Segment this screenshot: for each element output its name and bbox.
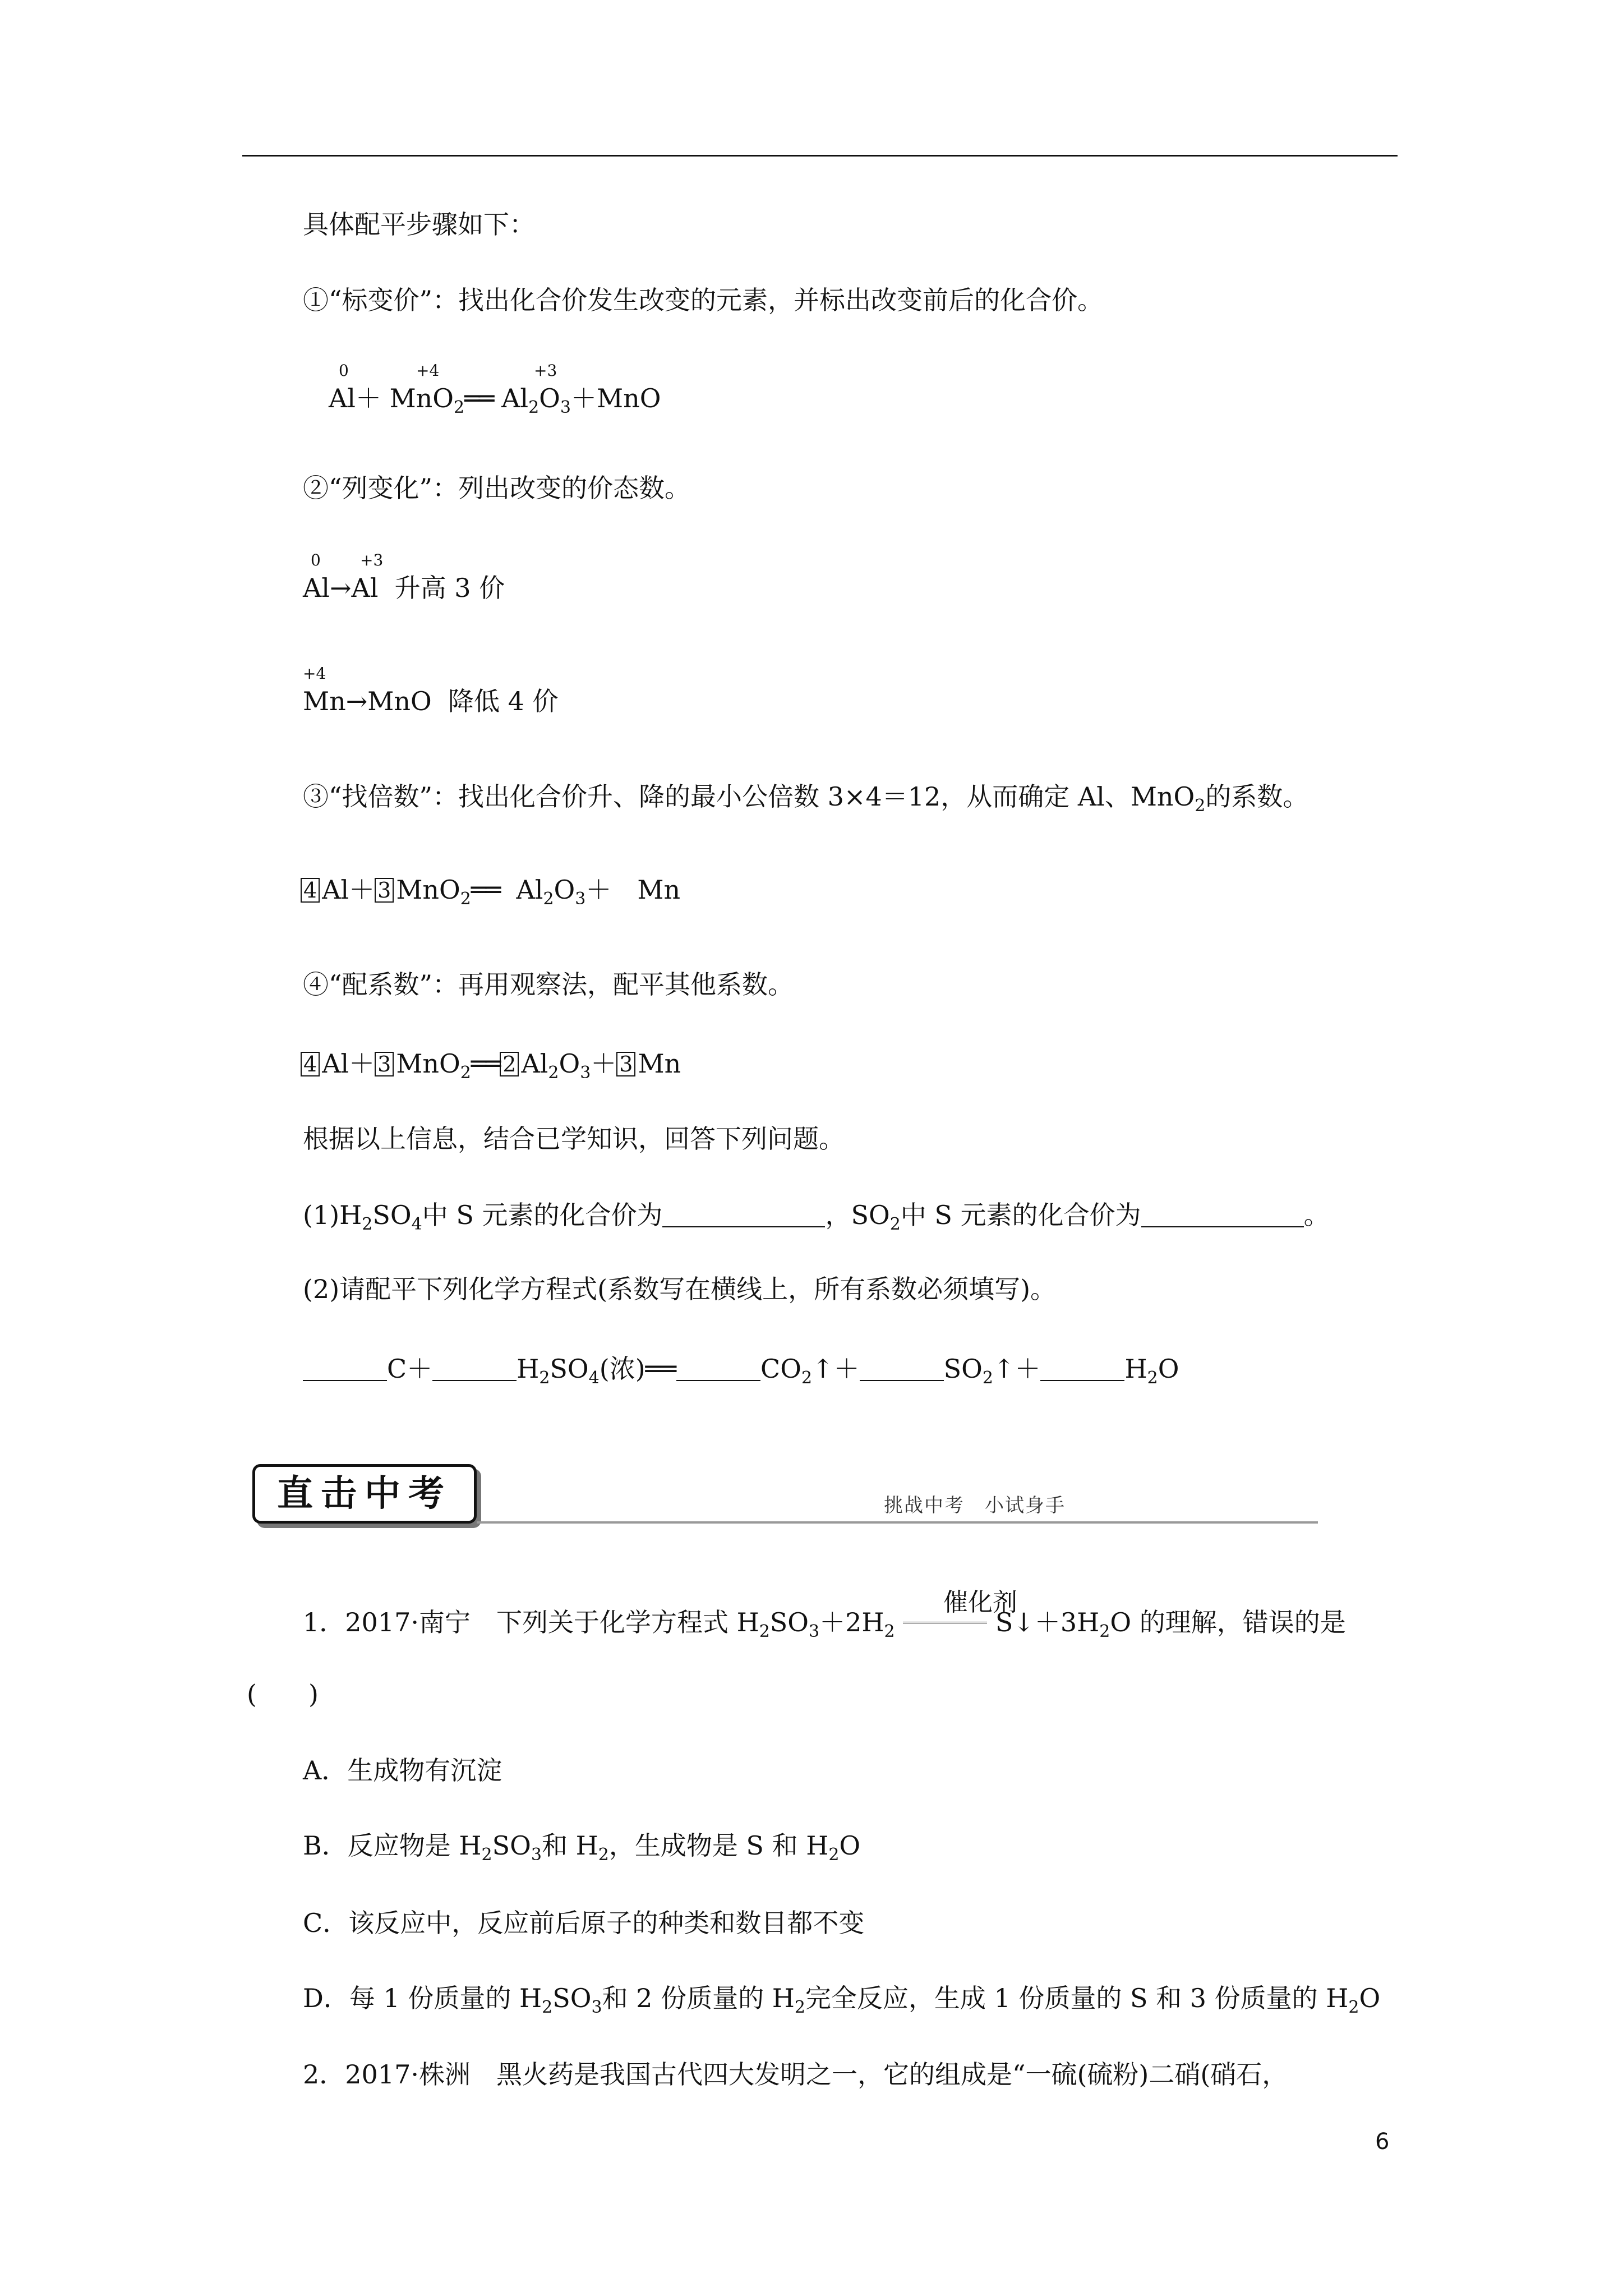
step4-text: ④“配系数”：再用观察法，配平其他系数。 <box>303 969 794 1000</box>
coef-blank-c[interactable] <box>303 1355 387 1381</box>
option-b: B．反应物是 $H_2SO_3$和 $H_2$，生成物是 S 和 $H_2O$ <box>303 1830 861 1865</box>
ox-mn-left: +4 <box>303 664 326 683</box>
catalyst-condition: 催化剂 <box>943 1588 1017 1617</box>
equation-step4: 4 Al＋ 3 MnO$_2$══ 2 $Al_2O_3+ 3$ Mn <box>301 1047 681 1090</box>
step2-text: ②“列变化”：列出改变的价态数。 <box>303 473 691 503</box>
step1-text: ①“标变价”：找出化合价发生改变的元素，并标出改变前后的化合价。 <box>303 285 1104 315</box>
coef-blank-h2so4[interactable] <box>432 1355 517 1381</box>
question-2: (2)请配平下列化学方程式(系数写在横线上，所有系数必须填写)。 <box>303 1274 1057 1304</box>
problem-2: 2．2017·株洲 黑火药是我国古代四大发明之一，它的组成是“一硫(硫粉)二硝(硝石， <box>303 2059 1288 2090</box>
option-a: A．生成物有沉淀 <box>303 1755 502 1786</box>
question-2-equation: $C+ H_2SO_4$(浓)══ $CO_2↑+$ $SO_2↑+ H_2O$ <box>303 1352 1179 1395</box>
ox-al-right: +3 <box>360 551 384 569</box>
section-header <box>252 1464 1066 1526</box>
equation-step1: Al＋ MnO$_2$══ $Al_2O_3+MnO$ <box>329 383 661 417</box>
option-c: C．该反应中，反应前后原子的种类和数目都不变 <box>303 1908 865 1938</box>
change-al: Al→Al 升高 3 价 <box>303 573 505 603</box>
section-underline <box>477 1521 1318 1524</box>
problem-1-answer-paren: ( ) <box>247 1679 319 1709</box>
change-mn: Mn→MnO 降低 4 价 <box>303 686 559 716</box>
page-number: 6 <box>1375 2129 1390 2155</box>
ox-al-left: 0 <box>311 551 321 569</box>
problem-1: 1．2017·南宁 下列关于化学方程式 $H_2SO_3+2H_2$ $S↓+3H_2O$ 的理解，错误的是 <box>303 1607 1346 1641</box>
section-subtitle: 挑战中考 小试身手 <box>884 1494 1066 1517</box>
prompt-text: 根据以上信息，结合已学知识，回答下列问题。 <box>303 1124 845 1154</box>
answer-blank-1[interactable] <box>662 1202 825 1227</box>
coef-blank-co2[interactable] <box>676 1355 760 1381</box>
option-d: D．每 1 份质量的 $H_2SO_3$和 2 份质量的 $H_2$完全反应，生成 1 份质量的 S 和 3 份质量的 $H_2O$ <box>303 1983 1381 2017</box>
question-1: $(1)H_2SO_4$中 S 元素的化合价为 ，$SO_2$中 S 元素的化合价为 。 <box>303 1200 1330 1234</box>
section-badge: 直击中考 <box>252 1464 477 1524</box>
intro-text: 具体配平步骤如下： <box>303 209 535 240</box>
equation-step3: 4 Al＋ 3 MnO$_2$══ $Al_2O_3+$ Mn <box>301 873 680 916</box>
ox-mn: +4 <box>416 361 440 380</box>
ox-al: 0 <box>339 361 349 380</box>
answer-blank-2[interactable] <box>1141 1202 1304 1227</box>
header-rule <box>242 155 1398 157</box>
step3-text: ③“找倍数”：找出化合价升、降的最小公倍数 3×4＝12，从而确定 Al、MnO$_2$的系数。 <box>303 781 1309 816</box>
coef-blank-h2o[interactable] <box>1040 1355 1124 1381</box>
coef-blank-so2[interactable] <box>860 1355 944 1381</box>
ox-al2: +3 <box>534 361 557 380</box>
